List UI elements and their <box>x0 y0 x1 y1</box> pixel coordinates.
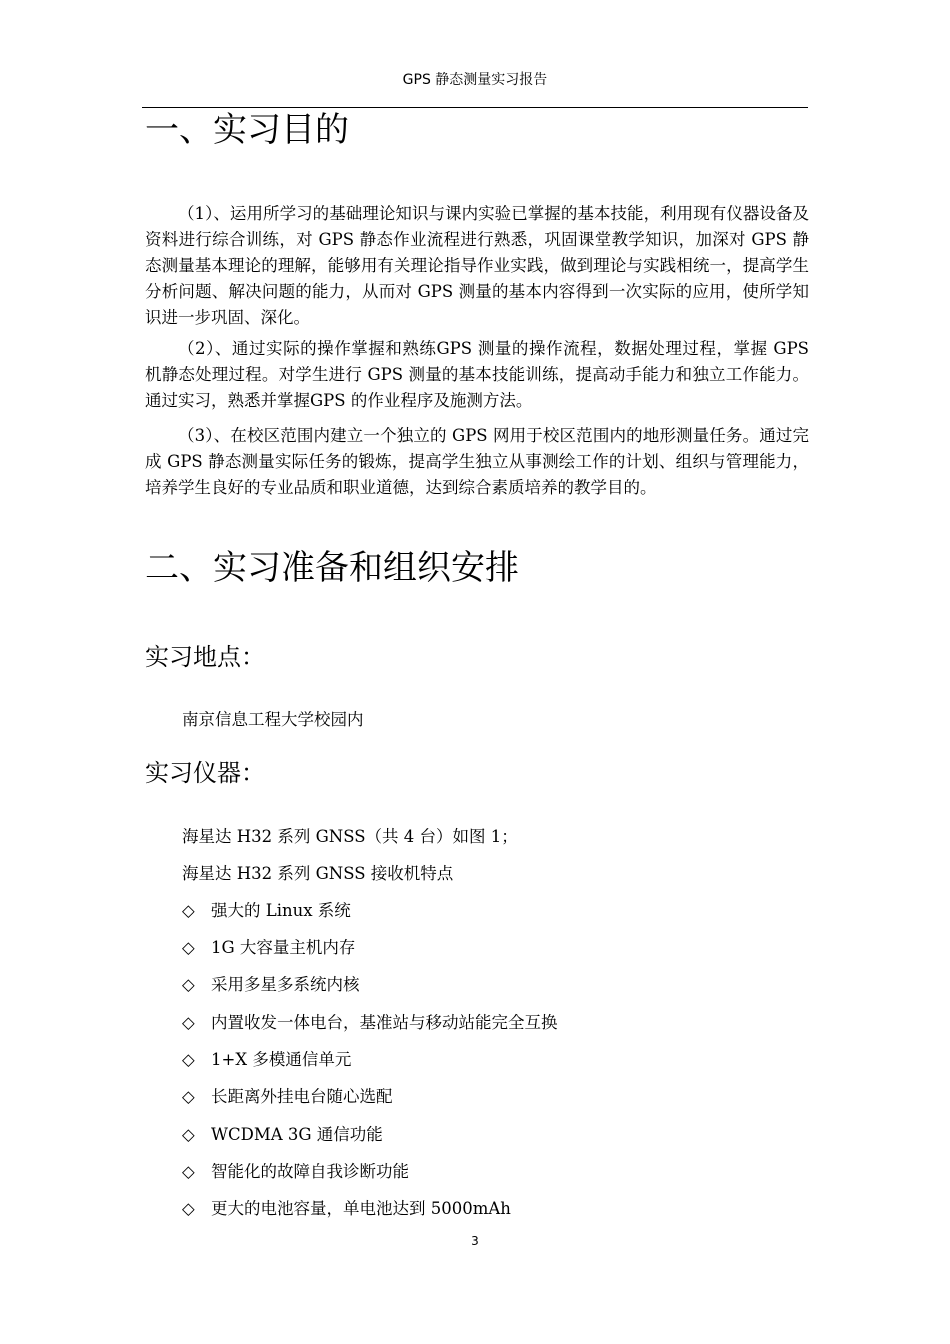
feature-text: WCDMA 3G 通信功能 <box>211 1125 383 1144</box>
diamond-bullet-icon: ◇ <box>182 1050 195 1069</box>
feature-list-item <box>182 1011 558 1035</box>
diamond-bullet-icon: ◇ <box>182 1162 195 1181</box>
feature-list-item <box>182 1048 351 1072</box>
feature-list-item <box>182 1123 383 1147</box>
feature-list-item <box>182 1085 393 1109</box>
paragraph-purpose-2: （2）、通过实际的操作掌握和熟练GPS 测量的操作流程，数据处理过程，掌握 GPS 机静态处理过程。对学生进行 GPS 测量的基本技能训练，提高动手能力和独立工作能力。通过实习，熟悉并掌握GPS 的作业程序及施测方法。 <box>145 339 809 410</box>
paragraph-purpose-1: （1）、运用所学习的基础理论知识与课内实验已掌握的基本技能，利用现有仪器设备及资料进行综合训练，对 GPS 静态作业流程进行熟悉，巩固课堂教学知识，加深对 GPS 静态测量基本理论的理解，能够用有关理论指导作业实践，做到理论与实践相统一，提高学生分析问题、解决问题的能力，从而对 GPS 测量的基本内容得到一次实际的应用，使所学知识进一步巩固、深化。 <box>145 204 809 327</box>
feature-text: 长距离外挂电台随心选配 <box>211 1087 393 1106</box>
section-heading-preparation: 二、实习准备和组织安排 <box>145 548 519 588</box>
page-number: 3 <box>471 1234 479 1248</box>
diamond-bullet-icon: ◇ <box>182 938 195 957</box>
subheading-instruments: 实习仪器： <box>145 759 265 787</box>
instrument-line: 海星达 H32 系列 GNSS（共 4 台）如图 1； <box>182 827 518 846</box>
feature-list-item <box>182 936 355 960</box>
feature-text: 更大的电池容量，单电池达到 5000mAh <box>211 1199 511 1218</box>
diamond-bullet-icon: ◇ <box>182 1013 195 1032</box>
location-value: 南京信息工程大学校园内 <box>182 710 364 729</box>
diamond-bullet-icon: ◇ <box>182 1087 195 1106</box>
feature-list-item <box>182 899 351 923</box>
feature-list-item <box>182 1160 409 1184</box>
instrument-line: 海星达 H32 系列 GNSS 接收机特点 <box>182 864 454 883</box>
diamond-bullet-icon: ◇ <box>182 975 195 994</box>
paragraph-purpose-3: （3）、在校区范围内建立一个独立的 GPS 网用于校区范围内的地形测量任务。通过完成 GPS 静态测量实际任务的锻炼，提高学生独立从事测绘工作的计划、组织与管理能力，培养学生良好的专业品质和职业道德，达到综合素质培养的教学目的。 <box>145 426 809 497</box>
feature-list-item <box>182 973 360 997</box>
feature-list-item <box>182 1197 511 1221</box>
section-heading-purpose: 一、实习目的 <box>145 110 349 150</box>
feature-text: 采用多星多系统内核 <box>211 975 360 994</box>
feature-text: 强大的 Linux 系统 <box>211 901 351 920</box>
feature-text: 内置收发一体电台，基准站与移动站能完全互换 <box>211 1013 558 1032</box>
subheading-location: 实习地点： <box>145 643 265 671</box>
feature-text: 智能化的故障自我诊断功能 <box>211 1162 409 1181</box>
diamond-bullet-icon: ◇ <box>182 1199 195 1218</box>
page-header: GPS 静态测量实习报告 <box>402 72 548 88</box>
diamond-bullet-icon: ◇ <box>182 1125 195 1144</box>
feature-text: 1+X 多模通信单元 <box>211 1050 352 1069</box>
diamond-bullet-icon: ◇ <box>182 901 195 920</box>
feature-text: 1G 大容量主机内存 <box>211 938 356 957</box>
